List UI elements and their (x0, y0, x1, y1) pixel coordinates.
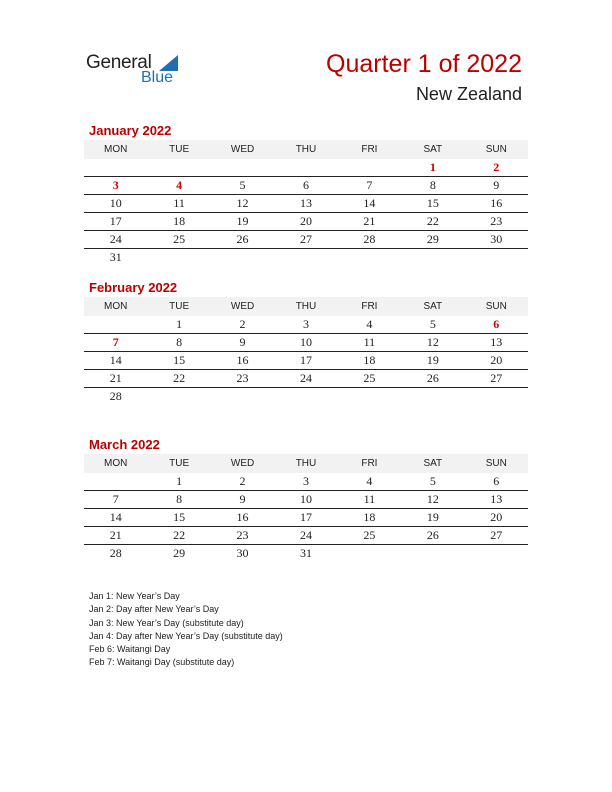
day-cell: 25 (338, 370, 401, 388)
day-cell: 27 (465, 370, 528, 388)
day-cell: 25 (147, 231, 210, 249)
week-row (84, 527, 528, 545)
day-cell: 23 (211, 370, 274, 388)
weekday-header: WED (211, 297, 274, 316)
month-title: January 2022 (89, 123, 172, 138)
day-cell: 1 (401, 159, 464, 177)
month-january (84, 121, 528, 266)
calendar-table (84, 454, 528, 562)
weekday-header: TUE (147, 140, 210, 159)
day-cell: 24 (274, 370, 337, 388)
week-row (84, 249, 528, 267)
day-cell (147, 249, 210, 267)
month-title: February 2022 (89, 280, 178, 295)
day-cell: 12 (211, 195, 274, 213)
day-cell: 3 (274, 473, 337, 491)
day-cell: 14 (84, 509, 147, 527)
day-cell: 16 (211, 509, 274, 527)
day-cell: 17 (84, 213, 147, 231)
day-cell: 7 (338, 177, 401, 195)
day-cell: 14 (338, 195, 401, 213)
day-cell: 10 (274, 334, 337, 352)
day-cell: 8 (401, 177, 464, 195)
day-cell (338, 545, 401, 563)
week-row (84, 159, 528, 177)
weekday-header: THU (274, 140, 337, 159)
day-cell: 9 (465, 177, 528, 195)
day-cell: 23 (465, 213, 528, 231)
day-cell: 18 (147, 213, 210, 231)
holiday-note: Jan 1: New Year’s Day (89, 591, 180, 601)
day-cell: 13 (465, 334, 528, 352)
logo-blue-text: Blue (141, 69, 174, 86)
day-cell: 12 (401, 334, 464, 352)
week-row (84, 231, 528, 249)
weekday-header: TUE (147, 297, 210, 316)
day-cell: 22 (147, 370, 210, 388)
day-cell: 3 (84, 177, 147, 195)
day-cell: 26 (211, 231, 274, 249)
weekday-header: SAT (401, 297, 464, 316)
weekday-header: MON (84, 140, 147, 159)
month-march (84, 435, 528, 562)
holiday-note: Feb 6: Waitangi Day (89, 644, 171, 655)
day-cell: 17 (274, 352, 337, 370)
day-cell: 20 (465, 352, 528, 370)
day-cell: 2 (211, 473, 274, 491)
day-cell: 5 (401, 316, 464, 334)
day-cell (401, 545, 464, 563)
day-cell: 30 (236, 546, 249, 560)
day-cell: 26 (401, 527, 464, 545)
day-cell: 19 (401, 509, 464, 527)
day-cell: 9 (211, 334, 274, 352)
day-cell: 14 (84, 352, 147, 370)
week-row (84, 334, 528, 352)
weekday-header: FRI (338, 454, 401, 473)
day-cell: 19 (401, 352, 464, 370)
day-cell: 13 (465, 491, 528, 509)
day-cell: 17 (274, 509, 337, 527)
day-cell: 2 (465, 159, 528, 177)
weekday-header: TUE (147, 454, 210, 473)
day-cell (465, 249, 528, 267)
week-row (84, 509, 528, 527)
day-cell: 6 (465, 316, 528, 334)
week-row (84, 491, 528, 509)
day-cell: 26 (401, 370, 464, 388)
day-cell: 23 (211, 527, 274, 545)
day-cell: 6 (465, 473, 528, 491)
day-cell: 22 (401, 213, 464, 231)
day-cell: 28 (338, 231, 401, 249)
weekday-header: SUN (465, 297, 528, 316)
week-row (84, 195, 528, 213)
day-cell: 30 (465, 231, 528, 249)
weekday-header: THU (274, 297, 337, 316)
day-cell: 25 (338, 527, 401, 545)
day-cell: 4 (147, 177, 210, 195)
day-cell: 2 (211, 316, 274, 334)
day-cell: 31 (299, 546, 312, 560)
day-cell: 7 (84, 491, 147, 509)
day-cell: 29 (401, 231, 464, 249)
day-cell: 15 (401, 195, 464, 213)
day-cell (211, 388, 274, 406)
day-cell: 1 (147, 473, 210, 491)
day-cell: 5 (401, 473, 464, 491)
day-cell: 1 (147, 316, 210, 334)
day-cell: 15 (147, 352, 210, 370)
day-cell (84, 473, 147, 491)
weekday-header: MON (84, 297, 147, 316)
day-cell (274, 159, 337, 177)
day-cell: 11 (338, 491, 401, 509)
day-cell: 21 (84, 370, 147, 388)
weekday-header: FRI (338, 140, 401, 159)
holiday-note: Jan 4: Day after New Year’s Day (substitute day) (89, 630, 283, 641)
day-cell: 5 (211, 177, 274, 195)
day-cell (147, 388, 210, 406)
week-row (84, 213, 528, 231)
month-title: March 2022 (89, 437, 160, 452)
day-cell: 3 (274, 316, 337, 334)
day-cell (84, 316, 147, 334)
day-cell: 9 (211, 491, 274, 509)
day-cell (211, 159, 274, 177)
day-cell: 4 (338, 316, 401, 334)
day-cell: 8 (147, 491, 210, 509)
day-cell: 18 (338, 509, 401, 527)
weekday-header: WED (211, 454, 274, 473)
week-row (84, 370, 528, 388)
weekday-header: SUN (465, 454, 528, 473)
logo-general-text: General (86, 52, 152, 73)
holiday-note: Jan 2: Day after New Year’s Day (89, 604, 219, 615)
weekday-header: SAT (401, 140, 464, 159)
day-cell (401, 388, 464, 406)
calendar-table (84, 297, 528, 405)
day-cell (338, 159, 401, 177)
holiday-note: Feb 7: Waitangi Day (substitute day) (89, 657, 235, 668)
month-february (84, 278, 528, 405)
logo (86, 52, 196, 88)
holiday-notes (89, 590, 283, 670)
day-cell (211, 249, 274, 267)
day-cell: 11 (338, 334, 401, 352)
day-cell (401, 249, 464, 267)
day-cell: 7 (84, 334, 147, 352)
weekday-header: THU (274, 454, 337, 473)
day-cell: 16 (211, 352, 274, 370)
page-title: Quarter 1 of 2022 (326, 50, 522, 78)
day-cell: 24 (274, 527, 337, 545)
week-row (84, 316, 528, 334)
day-cell: 27 (465, 527, 528, 545)
day-cell: 10 (274, 491, 337, 509)
day-cell (147, 159, 210, 177)
country-name: New Zealand (415, 84, 522, 104)
day-cell: 4 (338, 473, 401, 491)
day-cell: 28 (109, 389, 122, 403)
day-cell: 16 (465, 195, 528, 213)
day-cell: 27 (274, 231, 337, 249)
weekday-header: SUN (465, 140, 528, 159)
weekday-header: SAT (401, 454, 464, 473)
day-cell: 29 (173, 546, 186, 560)
weekday-header: WED (211, 140, 274, 159)
day-cell: 21 (338, 213, 401, 231)
week-row (84, 352, 528, 370)
day-cell: 19 (211, 213, 274, 231)
weekday-header: FRI (338, 297, 401, 316)
day-cell: 20 (465, 509, 528, 527)
day-cell (274, 388, 337, 406)
day-cell (274, 249, 337, 267)
day-cell: 18 (338, 352, 401, 370)
holiday-note: Jan 3: New Year’s Day (substitute day) (89, 617, 244, 628)
day-cell (84, 159, 147, 177)
week-row (84, 545, 528, 563)
day-cell: 6 (274, 177, 337, 195)
day-cell: 8 (147, 334, 210, 352)
day-cell: 24 (84, 231, 147, 249)
day-cell: 11 (147, 195, 210, 213)
day-cell: 10 (84, 195, 147, 213)
day-cell: 21 (84, 527, 147, 545)
week-row (84, 177, 528, 195)
day-cell (465, 388, 528, 406)
week-row (84, 473, 528, 491)
day-cell: 31 (109, 250, 122, 264)
day-cell (338, 249, 401, 267)
day-cell: 13 (274, 195, 337, 213)
day-cell: 22 (147, 527, 210, 545)
day-cell: 12 (401, 491, 464, 509)
day-cell: 15 (147, 509, 210, 527)
day-cell: 28 (109, 546, 122, 560)
day-cell (338, 388, 401, 406)
week-row (84, 388, 528, 406)
calendar-table (84, 140, 528, 266)
weekday-header: MON (84, 454, 147, 473)
day-cell: 20 (274, 213, 337, 231)
day-cell (465, 545, 528, 563)
